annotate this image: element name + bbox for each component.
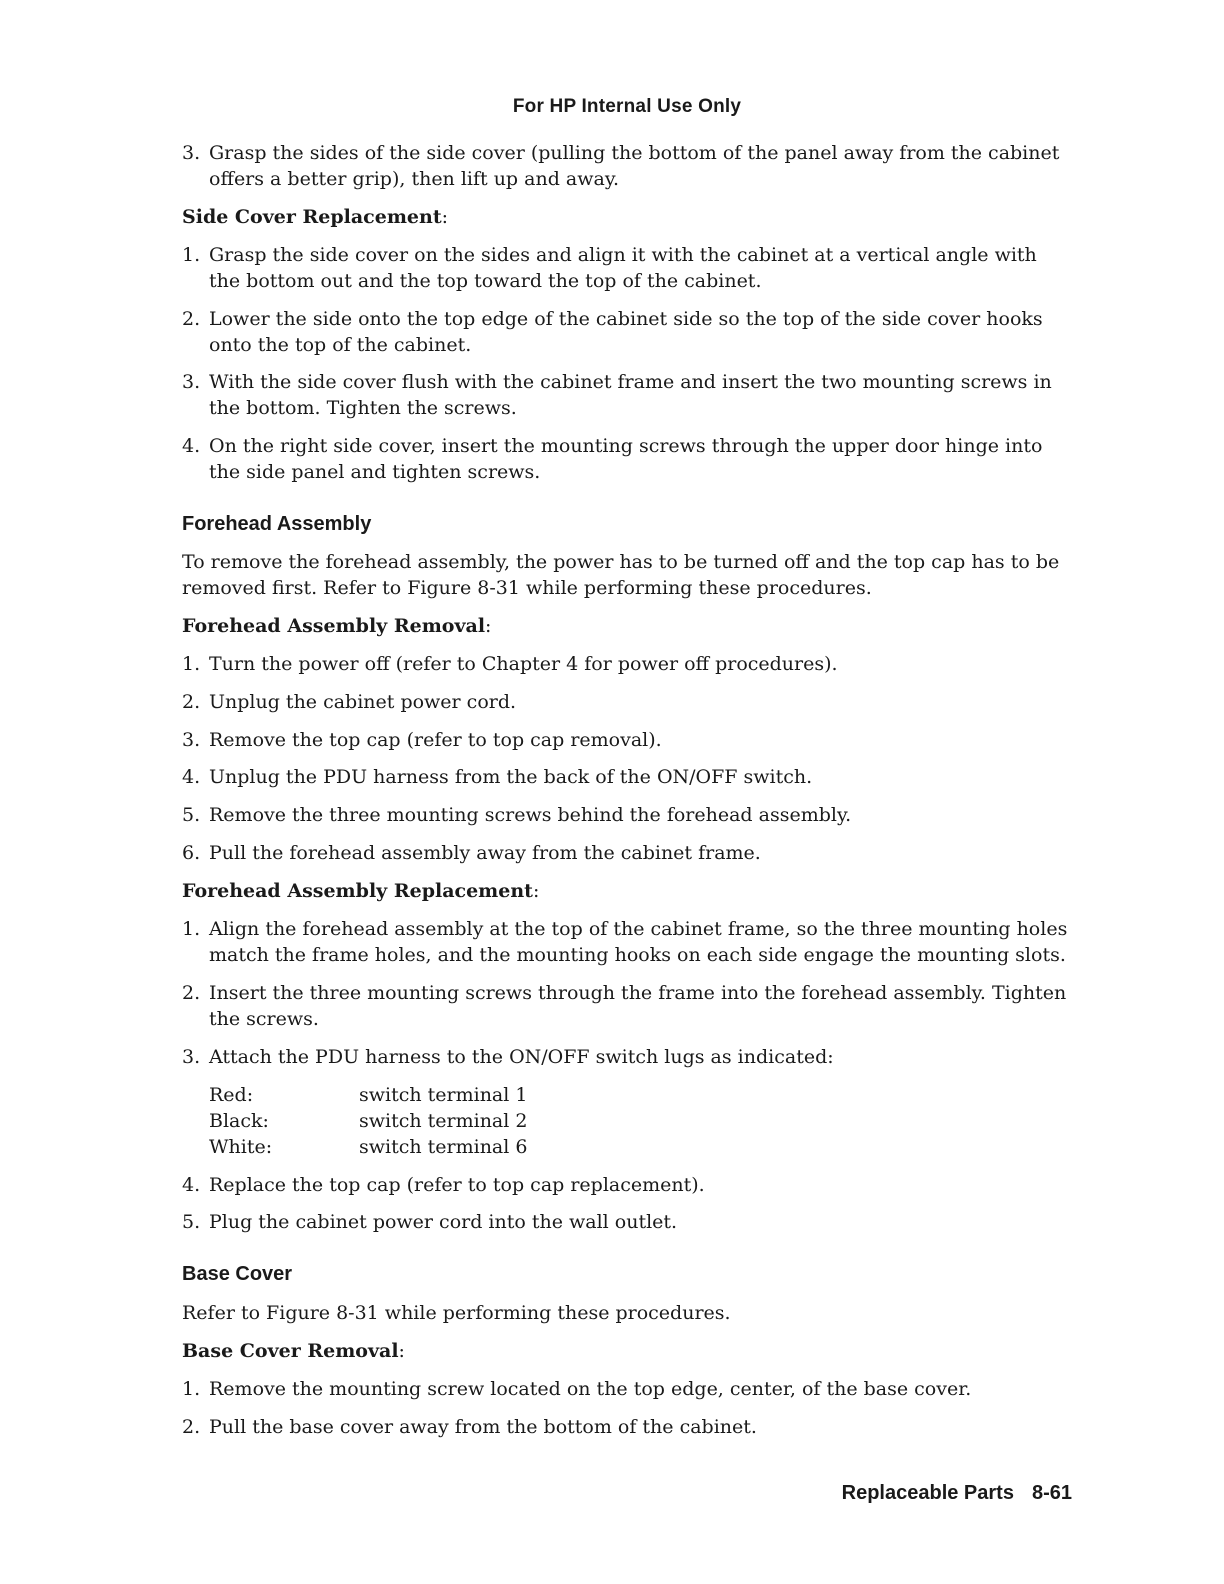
document-page [182, 0, 1072, 1584]
step-number: 3. [182, 371, 201, 393]
wire-terminal-table [209, 1082, 609, 1160]
step-text: Lower the side onto the top edge of the cabinet side so the top of the side cover hooks onto the top of the cabinet. [209, 308, 1043, 356]
step-text: Remove the three mounting screws behind the forehead assembly. [209, 804, 852, 826]
step-number: 2. [182, 691, 201, 713]
list-item [182, 1376, 1072, 1402]
step-number: 1. [182, 1378, 201, 1400]
step-text: Grasp the sides of the side cover (pulling the bottom of the panel away from the cabinet offers a better grip), then lift up and away. [209, 142, 1060, 190]
list-item [182, 140, 1072, 192]
list-item [182, 689, 1072, 715]
step-text: Unplug the PDU harness from the back of the ON/OFF switch. [209, 766, 813, 788]
wire-color: White: [209, 1136, 273, 1158]
step-number: 6. [182, 842, 201, 864]
step-number: 3. [182, 1046, 201, 1068]
table-row [209, 1108, 609, 1134]
list-item [182, 1172, 1072, 1198]
list-item [182, 306, 1072, 358]
page-number: 8-61 [1031, 1482, 1072, 1504]
step-number: 1. [182, 244, 201, 266]
step-text: Plug the cabinet power cord into the wall outlet. [209, 1211, 678, 1233]
section-title: Forehead Assembly [182, 513, 372, 535]
step-text: Remove the mounting screw located on the top edge, center, of the base cover. [209, 1378, 972, 1400]
step-number: 2. [182, 982, 201, 1004]
step-number: 1. [182, 653, 201, 675]
subsection-heading [182, 613, 491, 639]
heading-colon: : [398, 1340, 405, 1362]
subsection-heading-text: Forehead Assembly Removal [182, 615, 486, 637]
list-item [182, 369, 1072, 421]
list-item [182, 1209, 1072, 1235]
list-item [182, 840, 1072, 866]
wire-color: Red: [209, 1084, 254, 1106]
step-number: 2. [182, 1416, 201, 1438]
list-item [182, 242, 1072, 294]
subsection-heading [182, 878, 539, 904]
list-item [182, 764, 1072, 790]
step-text: On the right side cover, insert the mounting screws through the upper door hinge into the side panel and tighten screws. [209, 435, 1043, 483]
list-item [182, 727, 1072, 753]
step-text: Pull the forehead assembly away from the cabinet frame. [209, 842, 761, 864]
step-text: Remove the top cap (refer to top cap removal). [209, 729, 662, 751]
step-number: 4. [182, 435, 201, 457]
step-text: Align the forehead assembly at the top of the cabinet frame, so the three mounting holes match the frame holes, and the mounting hooks on each side engage the mounting slots. [209, 918, 1068, 966]
table-row [209, 1134, 609, 1160]
step-number: 4. [182, 1174, 201, 1196]
paragraph: Refer to Figure 8-31 while performing these procedures. [182, 1302, 731, 1324]
subsection-heading-text: Side Cover Replacement [182, 206, 442, 228]
step-number: 1. [182, 918, 201, 940]
heading-colon: : [532, 880, 540, 902]
wire-terminal: switch terminal 6 [359, 1136, 528, 1158]
step-number: 3. [182, 729, 201, 751]
subsection-heading-text: Base Cover Removal [182, 1340, 399, 1362]
page-header: For HP Internal Use Only [512, 96, 742, 117]
step-number: 5. [182, 1211, 201, 1233]
step-text: Replace the top cap (refer to top cap replacement). [209, 1174, 705, 1196]
step-text: Turn the power off (refer to Chapter 4 for power off procedures). [209, 653, 838, 675]
step-text: With the side cover flush with the cabinet frame and insert the two mounting screws in the bottom. Tighten the screws. [209, 371, 1052, 419]
step-text: Insert the three mounting screws through the frame into the forehead assembly. Tighten the screws. [209, 982, 1067, 1030]
section-title: Base Cover [182, 1263, 293, 1285]
heading-colon: : [441, 206, 449, 228]
table-row [209, 1082, 609, 1108]
footer-section: Replaceable Parts [841, 1482, 1014, 1504]
wire-color: Black: [209, 1110, 269, 1132]
step-number: 4. [182, 766, 201, 788]
step-text: Grasp the side cover on the sides and align it with the cabinet at a vertical angle with the bottom out and the top toward the top of the cabinet. [209, 244, 1037, 292]
list-item [182, 433, 1072, 485]
page-footer [842, 1482, 1072, 1505]
list-item [182, 980, 1072, 1032]
step-text: Attach the PDU harness to the ON/OFF switch lugs as indicated: [209, 1046, 834, 1068]
step-text: Unplug the cabinet power cord. [209, 691, 517, 713]
list-item [182, 1044, 1072, 1070]
wire-terminal: switch terminal 1 [359, 1084, 528, 1106]
list-item [182, 802, 1072, 828]
list-item [182, 1414, 1072, 1440]
step-number: 2. [182, 308, 201, 330]
step-number: 3. [182, 142, 201, 164]
step-number: 5. [182, 804, 201, 826]
step-text: Pull the base cover away from the bottom of the cabinet. [209, 1416, 757, 1438]
paragraph: To remove the forehead assembly, the power has to be turned off and the top cap has to be removed first. Refer to Figure 8-31 while performing these procedures. [182, 551, 1060, 599]
list-item [182, 916, 1072, 968]
list-item [182, 651, 1072, 677]
subsection-heading-text: Forehead Assembly Replacement [182, 880, 533, 902]
subsection-heading [182, 204, 448, 230]
subsection-heading [182, 1338, 405, 1364]
heading-colon: : [485, 615, 492, 637]
wire-terminal: switch terminal 2 [359, 1110, 528, 1132]
